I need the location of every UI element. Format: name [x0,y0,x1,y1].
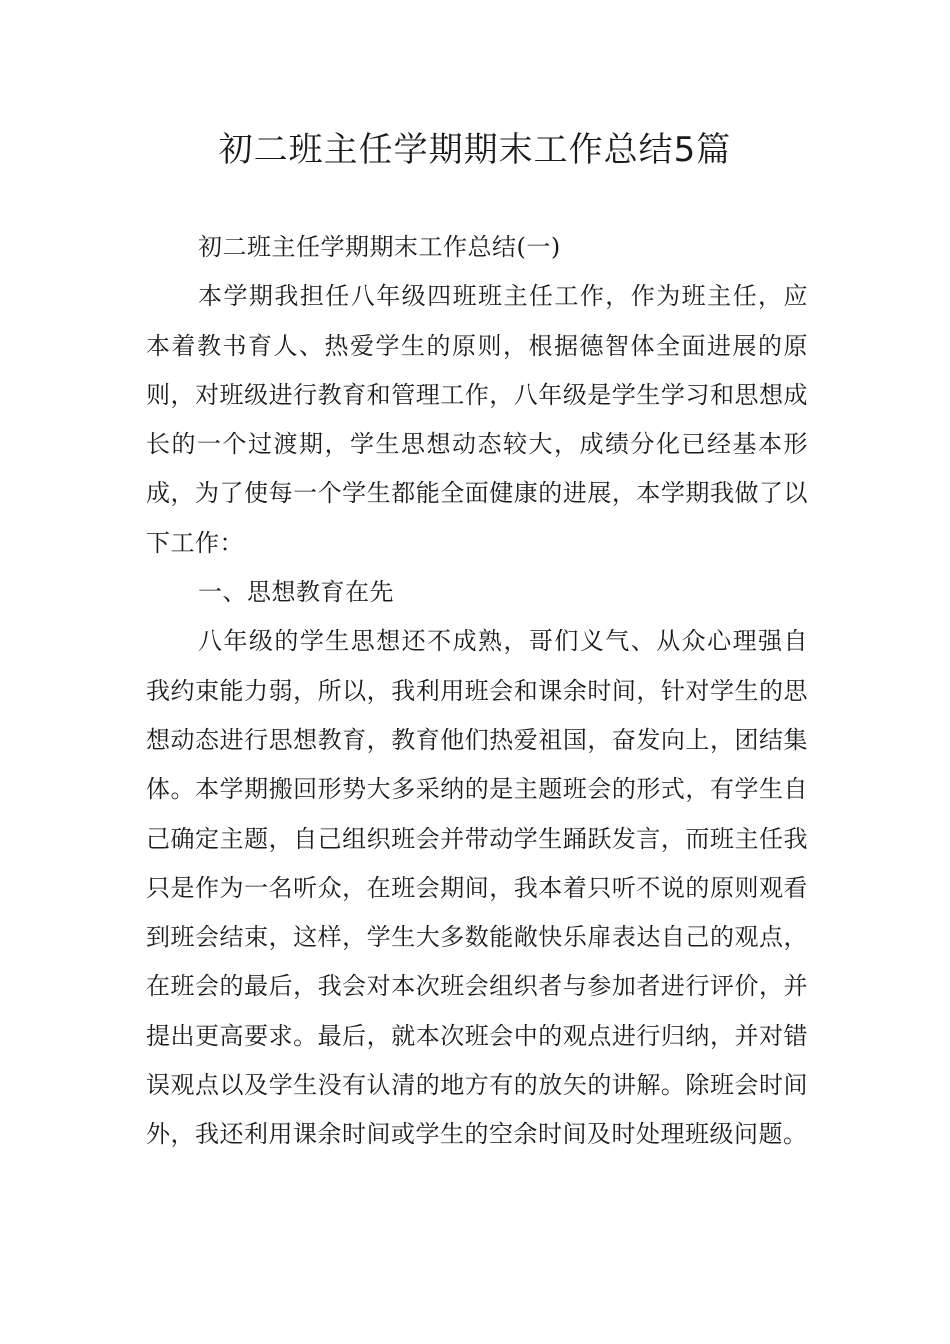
section-heading: 一、思想教育在先 [198,578,394,607]
paragraph: 本学期我担任八年级四班班主任工作，作为班主任，应本着教书育人、热爱学生的原则，根据德智体全面进展的原则，对班级进行教育和管理工作，八年级是学生学习和思想成长的一个过渡期，学生思想动态较大，成绩分化已经基本形成，为了使每一个学生都能全面健康的进展，本学期我做了以下工作： [146,282,808,557]
document-body [146,223,808,1160]
section-title: 初二班主任学期期末工作总结(一) [198,233,561,261]
paragraph: 八年级的学生思想还不成熟，哥们义气、从众心理强自我约束能力弱，所以，我利用班会和课余时间，针对学生的思想动态进行思想教育，教育他们热爱祖国，奋发向上，团结集体。本学期搬回形势大多采纳的是主题班会的形式，有学生自己确定主题，自己组织班会并带动学生踊跃发言，而班主任我只是作为一名听众，在班会期间，我本着只听不说的原则观看到班会结束，这样，学生大多数能敞快乐扉表达自己的观点，在班会的最后，我会对本次班会组织者与参加者进行评价，并提出更高要求。最后，就本次班会中的观点进行归纳，并对错误观点以及学生没有认清的地方有的放矢的讲解。除班会时间外，我还利用课余时间或学生的空余时间及时处理班级问题。 [146,627,808,1149]
document-title: 初二班主任学期期末工作总结5篇 [218,130,732,170]
